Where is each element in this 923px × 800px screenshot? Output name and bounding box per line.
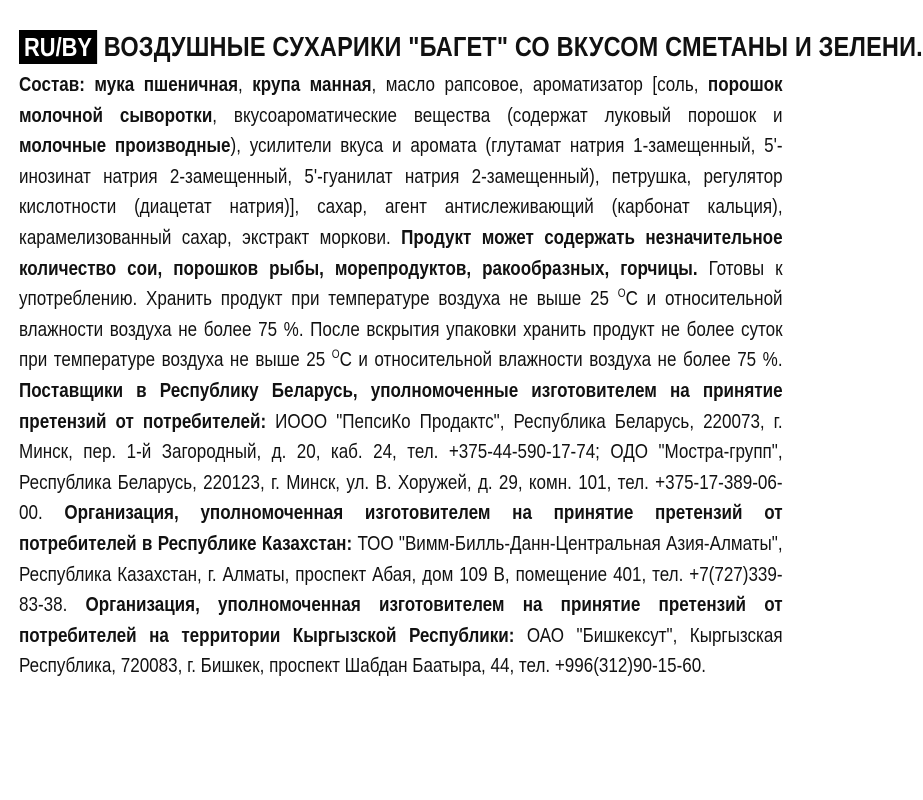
ingredient-flour: мука пшеничная	[94, 74, 239, 96]
kyrgyzstan-contacts: ОАО "Бишкексут", Кыргызская Республика, 720083, г. Бишкек, проспект Шабдан Баатыра, 44, тел. +996(312)90-15-60.	[19, 624, 783, 678]
composition-text-1: , масло рапсовое, ароматизатор [соль,	[371, 74, 708, 96]
ingredient-separator: ,	[238, 74, 253, 96]
composition-text-2: , вкусоароматические вещества (содержат луковый порошок и	[212, 104, 783, 127]
ingredient-whey: порошок молочной сыворотки	[19, 74, 783, 127]
ingredient-semolina: крупа манная	[252, 74, 372, 96]
composition-label: Состав:	[19, 74, 85, 96]
title-row	[19, 30, 923, 64]
degree-sign: О	[331, 347, 340, 362]
kazakhstan-heading: Организация, уполномоченная изготовителем на принятие претензий от потребителей в Республике Казахстан:	[19, 502, 783, 555]
composition-text-3: ), усилители вкуса и аромата (глутамат натрия 1-замещенный, 5'-инозинат натрия 2-замещенный, 5'-гуанилат натрия 2-замещенный), петрушка, регулятор кислотности (диацетат натрия)], сахар, агент антислеживающий (карбонат кальция), карамелизованный сахар, экстракт моркови.	[19, 135, 783, 249]
kyrgyzstan-heading: Организация, уполномоченная изготовителем на принятие претензий от потребителей на территории Кыргызской Республики:	[19, 594, 783, 647]
degree-sign: О	[617, 286, 626, 301]
kazakhstan-contacts: ТОО "Вимм-Билль-Данн-Центральная Азия-Алматы", Республика Казахстан, г. Алматы, проспект Абая, дом 109 В, помещение 401, тел. +7(727)339-83-38.	[19, 532, 783, 617]
storage-text-1: Готовы к употреблению. Хранить продукт при температуре воздуха не выше 25	[19, 257, 783, 311]
belarus-heading: Поставщики в Республику Беларусь, уполномоченные изготовителем на принятие претензий от потребителей:	[19, 379, 783, 433]
product-title: ВОЗДУШНЫЕ СУХАРИКИ "БАГЕТ" СО ВКУСОМ СМЕТАНЫ И ЗЕЛЕНИ.	[103, 31, 923, 62]
product-label	[19, 30, 923, 682]
ingredient-milk-derivatives: молочные производные	[19, 135, 231, 158]
allergen-warning: Продукт может содержать незначительное количество сои, порошков рыбы, морепродуктов, ракообразных, горчицы.	[19, 226, 783, 280]
storage-text-3: С и относительной влажности воздуха не более 75 %.	[339, 349, 783, 372]
label-body	[19, 70, 783, 682]
storage-text-2: С и относительной влажности воздуха не более 75 %. После вскрытия упаковки хранить продукт не более суток при температуре воздуха не выше 25	[19, 288, 783, 372]
belarus-contacts: ИООО "ПепсиКо Продактс", Республика Беларусь, 220073, г. Минск, пер. 1-й Загородный, д. 20, каб. 24, тел. +375-44-590-17-74; ОДО "Мостра-групп", Республика Беларусь, 220123, г. Минск, ул. В. Хоружей, д. 29, комн. 101, тел. +375-17-389-06-00.	[19, 410, 783, 525]
language-badge: RU/BY	[19, 30, 97, 64]
